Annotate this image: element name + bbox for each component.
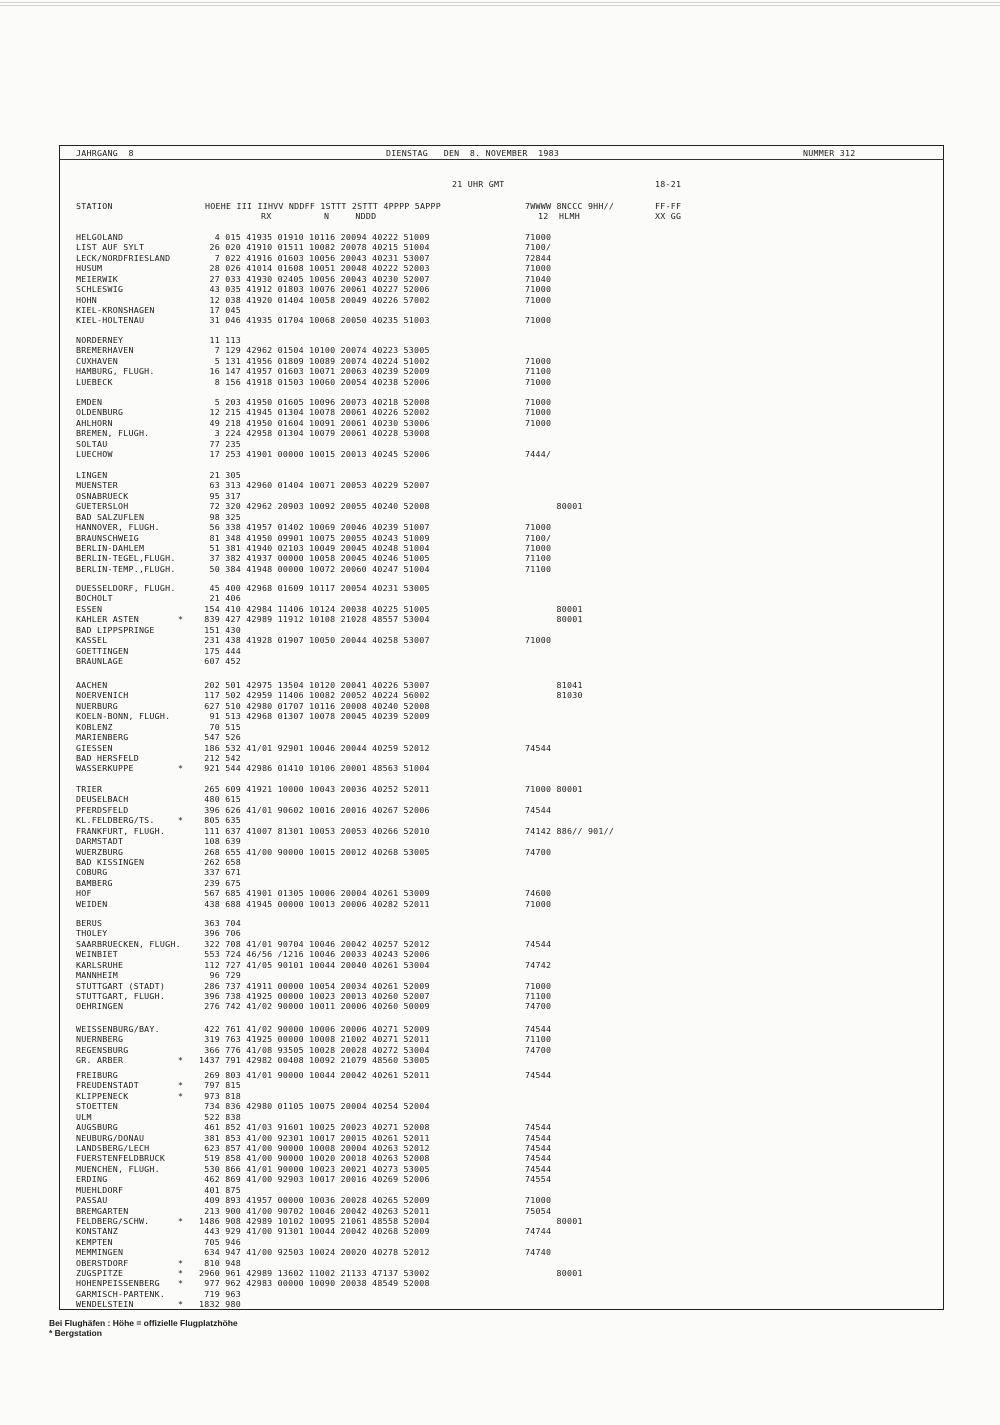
station-weather: 71000 — [525, 397, 552, 407]
station-name: STUTTGART, FLUGH. — [76, 990, 166, 1001]
station-name: SOLTAU — [76, 438, 108, 449]
station-data: 81 348 41950 09901 10075 20055 40243 51009 — [199, 532, 430, 543]
station-name: KAHLER ASTEN — [76, 614, 139, 625]
station-name: FUERSTENFELDBRUCK — [76, 1153, 166, 1164]
station-name: STUTTGART (STADT) — [76, 980, 166, 991]
station-weather: 71000 — [525, 980, 552, 991]
station-name: NUERBURG — [76, 700, 118, 711]
station-data: 797 815 — [199, 1080, 241, 1091]
station-name: BERLIN-TEMP.,FLUGH. — [76, 563, 176, 574]
station-name: KIEL-HOLTENAU — [76, 315, 145, 326]
date-label: DIENSTAG DEN 8. NOVEMBER 1983 — [386, 148, 560, 158]
station-data: 381 853 41/00 92301 10017 20015 40261 52011 — [199, 1132, 430, 1143]
station-name: HANNOVER, FLUGH. — [76, 522, 160, 533]
scan-line — [0, 5, 1000, 6]
mountain-marker: * — [178, 1278, 184, 1289]
station-weather: 74544 — [525, 938, 552, 949]
station-data: 805 635 — [199, 815, 241, 826]
station-name: BREMGARTEN — [76, 1205, 129, 1216]
station-name: AHLHORN — [76, 417, 113, 428]
station-weather: 71000 — [525, 376, 552, 387]
station-name: MEIERWIK — [76, 273, 118, 284]
station-name: ZUGSPITZE — [76, 1268, 124, 1278]
station-name: DARMSTADT — [76, 836, 124, 847]
station-data: 634 947 41/00 92503 10024 20020 40278 52012 — [199, 1247, 430, 1258]
station-data: 213 900 41/00 90702 10046 20042 40263 52011 — [199, 1205, 430, 1216]
station-name: BRAUNSCHWEIG — [76, 532, 139, 543]
station-data: 409 893 41957 00000 10036 20028 40265 52009 — [199, 1195, 430, 1205]
column-subheader-weather: 12 HLMH — [538, 211, 580, 221]
station-name: DEUSELBACH — [76, 794, 129, 805]
station-weather: 71100 — [525, 366, 552, 377]
station-weather: 80001 — [525, 603, 583, 614]
station-data: 43 035 41912 01803 10076 20061 40227 52006 — [199, 284, 430, 295]
station-name: CUXHAVEN — [76, 355, 118, 366]
station-name: BAD KISSINGEN — [76, 856, 145, 867]
station-name: GARMISCH-PARTENK. — [76, 1288, 166, 1299]
station-name: GR. ARBER — [76, 1055, 124, 1066]
station-data: 175 444 — [199, 645, 241, 656]
volume-label: JAHRGANG 8 — [76, 148, 134, 158]
station-weather: 72844 — [525, 252, 552, 263]
station-weather: 74700 — [525, 846, 552, 857]
station-data: 461 852 41/03 91601 10025 20023 40271 52008 — [199, 1122, 430, 1133]
station-weather: 81030 — [525, 690, 583, 701]
footnote-airport: Bei Flughäfen : Höhe = offizielle Flugplatzhöhe — [49, 1318, 238, 1328]
station-name: BAMBERG — [76, 877, 113, 888]
station-name: LANDSBERG/LECH — [76, 1142, 150, 1153]
column-subheader-wind: XX GG — [655, 211, 682, 221]
station-weather: 81041 — [525, 680, 583, 690]
station-weather: 71000 — [525, 355, 552, 366]
station-name: MUEHLDORF — [76, 1184, 124, 1195]
station-weather: 71000 — [525, 635, 552, 646]
station-data: 519 858 41/00 90000 10020 20018 40263 52008 — [199, 1153, 430, 1164]
column-header-weather: 7WWWW 8NCCC 9HH// — [525, 201, 615, 211]
station-weather: 7444/ — [525, 449, 552, 460]
station-data: 91 513 42968 01307 10078 20045 40239 52009 — [199, 711, 430, 722]
station-name: AACHEN — [76, 680, 108, 690]
station-name: WEIDEN — [76, 898, 108, 909]
station-data: 265 609 41921 10000 10043 20036 40252 52011 — [199, 784, 430, 794]
mountain-marker: * — [178, 763, 184, 774]
station-data: 7 129 42962 01504 10100 20074 40223 53005 — [199, 345, 430, 356]
station-name: BAD HERSFELD — [76, 752, 139, 763]
station-data: 56 338 41957 01402 10069 20046 40239 51007 — [199, 522, 430, 533]
station-data: 77 235 — [199, 438, 241, 449]
station-weather: 80001 — [525, 1215, 583, 1226]
station-data: 154 410 42984 11406 10124 20038 40225 51005 — [199, 603, 430, 614]
station-data: 12 038 41920 01404 10058 20049 40226 57002 — [199, 294, 430, 305]
station-data: 719 963 — [199, 1288, 241, 1299]
station-name: OLDENBURG — [76, 407, 124, 418]
issue-number: NUMMER 312 — [803, 148, 856, 158]
station-weather: 74742 — [525, 959, 552, 970]
station-name: PFERDSFELD — [76, 804, 129, 815]
station-data: 151 430 — [199, 624, 241, 635]
station-data: 276 742 41/02 90000 10011 20006 40260 50009 — [199, 1001, 430, 1012]
station-data: 607 452 — [199, 655, 241, 666]
station-name: COBURG — [76, 867, 108, 878]
station-name: TRIER — [76, 784, 103, 794]
mountain-marker: * — [178, 1055, 184, 1066]
station-name: NUERNBERG — [76, 1034, 124, 1045]
station-name: GIESSEN — [76, 742, 113, 753]
station-weather: 74700 — [525, 1001, 552, 1012]
scan-line — [0, 2, 1000, 3]
station-name: AUGSBURG — [76, 1122, 118, 1133]
station-data: 72 320 42962 20903 10092 20055 40240 52008 — [199, 501, 430, 512]
station-data: 443 929 41/00 91301 10044 20042 40268 52009 — [199, 1226, 430, 1237]
station-name: BAD LIPPSPRINGE — [76, 624, 155, 635]
station-weather: 71000 80001 — [525, 784, 583, 794]
station-data: 269 803 41/01 90000 10044 20042 40261 52011 — [199, 1070, 430, 1080]
station-data: 95 317 — [199, 490, 241, 501]
station-name: MEMMINGEN — [76, 1247, 124, 1258]
station-weather: 80001 — [525, 614, 583, 625]
station-data: 5 203 41950 01605 10096 20073 40218 52008 — [199, 397, 430, 407]
station-data: 51 381 41940 02103 10049 20045 40248 51004 — [199, 542, 430, 553]
station-weather: 74544 — [525, 1132, 552, 1143]
station-name: FREIBURG — [76, 1070, 118, 1080]
station-data: 27 033 41930 02405 10056 20043 40230 52007 — [199, 273, 430, 284]
station-data: 202 501 42975 13504 10120 20041 40226 53007 — [199, 680, 430, 690]
station-data: 186 532 41/01 92901 10046 20044 40259 52012 — [199, 742, 430, 753]
station-name: GOETTINGEN — [76, 645, 129, 656]
mountain-marker: * — [178, 1268, 184, 1278]
station-data: 530 866 41/01 90000 10023 20021 40273 53005 — [199, 1163, 430, 1174]
station-weather: 71000 — [525, 1195, 552, 1205]
station-data: 396 738 41925 00000 10023 20013 40260 52007 — [199, 990, 430, 1001]
station-data: 17 253 41901 00000 10015 20013 40245 52006 — [199, 449, 430, 460]
station-name: MUENCHEN, FLUGH. — [76, 1163, 160, 1174]
station-weather: 71100 — [525, 1034, 552, 1045]
column-header-main: HOEHE III IIHVV NDDFF 1STTT 2STTT 4PPPP 5APPP — [205, 201, 442, 211]
station-data: 3 224 42958 01304 10079 20061 40228 53008 — [199, 428, 430, 439]
station-name: ESSEN — [76, 603, 103, 614]
station-weather: 74744 — [525, 1226, 552, 1237]
mountain-marker: * — [178, 614, 184, 625]
station-weather: 74544 — [525, 1024, 552, 1034]
station-weather: 74554 — [525, 1174, 552, 1185]
station-data: 37 382 41937 00000 10058 20045 40246 51005 — [199, 553, 430, 564]
station-data: 1437 791 42982 00408 10092 21079 48560 53005 — [199, 1055, 430, 1066]
mountain-marker: * — [178, 1215, 184, 1226]
station-data: 734 836 42980 01105 10075 20004 40254 52004 — [199, 1101, 430, 1112]
station-data: 319 763 41925 00000 10008 21002 40271 52011 — [199, 1034, 430, 1045]
header-divider — [59, 159, 944, 160]
station-name: WEINBIET — [76, 949, 118, 960]
station-data: 212 542 — [199, 752, 241, 763]
station-data: 28 026 41014 01608 10051 20048 40222 52003 — [199, 263, 430, 274]
station-data: 17 045 — [199, 304, 241, 315]
station-data: 262 658 — [199, 856, 241, 867]
station-data: 810 948 — [199, 1257, 241, 1268]
station-name: MARIENBERG — [76, 732, 129, 743]
station-name: LUEBECK — [76, 376, 113, 387]
station-data: 112 727 41/05 90101 10044 20040 40261 53004 — [199, 959, 430, 970]
station-weather: 71100 — [525, 990, 552, 1001]
station-weather: 71000 — [525, 898, 552, 909]
station-data: 623 857 41/00 90000 10008 20004 40263 52012 — [199, 1142, 430, 1153]
station-name: PASSAU — [76, 1195, 108, 1205]
station-data: 8 156 41918 01503 10060 20054 40238 52006 — [199, 376, 430, 387]
station-name: WASSERKUPPE — [76, 763, 134, 774]
station-name: HOF — [76, 888, 92, 899]
station-name: WENDELSTEIN — [76, 1299, 134, 1310]
mountain-marker: * — [178, 1299, 184, 1310]
station-data: 5 131 41956 01809 10089 20074 40224 51002 — [199, 355, 430, 366]
station-name: KLIPPENECK — [76, 1090, 129, 1101]
station-data: 45 400 42968 01609 10117 20054 40231 53005 — [199, 583, 430, 593]
station-data: 973 818 — [199, 1090, 241, 1101]
station-data: 239 675 — [199, 877, 241, 888]
station-data: 26 020 41910 01511 10082 20078 40215 51004 — [199, 242, 430, 253]
station-data: 21 305 — [199, 470, 241, 480]
station-data: 480 615 — [199, 794, 241, 805]
station-data: 117 502 42959 11406 10082 20052 40224 56002 — [199, 690, 430, 701]
station-name: KASSEL — [76, 635, 108, 646]
station-name: OEHRINGEN — [76, 1001, 124, 1012]
station-data: 401 875 — [199, 1184, 241, 1195]
station-weather: 7100/ — [525, 532, 552, 543]
station-name: KOBLENZ — [76, 721, 113, 732]
station-name: KOELN-BONN, FLUGH. — [76, 711, 171, 722]
station-weather: 80001 — [525, 501, 583, 512]
station-data: 396 626 41/01 90602 10016 20016 40267 52006 — [199, 804, 430, 815]
mountain-marker: * — [178, 1090, 184, 1101]
station-data: 49 218 41950 01604 10091 20061 40230 53006 — [199, 417, 430, 428]
station-name: KL.FELDBERG/TS. — [76, 815, 155, 826]
station-data: 627 510 42980 01707 10116 20008 40240 52008 — [199, 700, 430, 711]
station-weather: 80001 — [525, 1268, 583, 1278]
station-name: LECK/NORDFRIESLAND — [76, 252, 171, 263]
station-data: 2960 961 42989 13602 11002 21133 47137 53002 — [199, 1268, 430, 1278]
station-name: MANNHEIM — [76, 970, 118, 981]
station-name: BREMERHAVEN — [76, 345, 134, 356]
station-name: ULM — [76, 1111, 92, 1122]
station-data: 366 776 41/08 93505 10028 20028 40272 53004 — [199, 1044, 430, 1055]
station-data: 839 427 42989 11912 10108 21028 48557 53004 — [199, 614, 430, 625]
station-name: FELDBERG/SCHW. — [76, 1215, 150, 1226]
station-data: 70 515 — [199, 721, 241, 732]
station-data: 63 313 42960 01404 10071 20053 40229 52007 — [199, 480, 430, 491]
station-name: BREMEN, FLUGH. — [76, 428, 150, 439]
station-name: HUSUM — [76, 263, 103, 274]
mountain-marker: * — [178, 1080, 184, 1091]
station-name: STOETTEN — [76, 1101, 118, 1112]
station-name: EMDEN — [76, 397, 103, 407]
station-name: WEISSENBURG/BAY. — [76, 1024, 160, 1034]
station-data: 286 737 41911 00000 10054 20034 40261 52009 — [199, 980, 430, 991]
station-name: BOCHOLT — [76, 593, 113, 604]
station-data: 231 438 41928 01907 10050 20044 40258 53007 — [199, 635, 430, 646]
station-weather: 71040 — [525, 273, 552, 284]
station-data: 96 729 — [199, 970, 241, 981]
station-weather: 71000 — [525, 284, 552, 295]
station-data: 921 544 42986 01410 10106 20001 48563 51004 — [199, 763, 430, 774]
station-data: 1486 908 42989 10102 10095 21061 48558 52004 — [199, 1215, 430, 1226]
table-frame — [59, 145, 944, 1310]
station-weather: 74544 — [525, 1153, 552, 1164]
station-weather: 71100 — [525, 563, 552, 574]
station-weather: 71000 — [525, 315, 552, 326]
observation-time: 21 UHR GMT — [452, 179, 505, 189]
station-weather: 74544 — [525, 742, 552, 753]
station-name: WUERZBURG — [76, 846, 124, 857]
station-name: OBERSTDORF — [76, 1257, 129, 1268]
station-data: 396 706 — [199, 928, 241, 939]
column-header-wind: FF-FF — [655, 201, 682, 211]
station-data: 16 147 41957 01603 10071 20063 40239 52009 — [199, 366, 430, 377]
station-name: NEUBURG/DONAU — [76, 1132, 145, 1143]
station-weather: 74544 — [525, 804, 552, 815]
station-weather: 71000 — [525, 294, 552, 305]
mountain-marker: * — [178, 815, 184, 826]
station-name: HOHENPEISSENBERG — [76, 1278, 160, 1289]
station-data: 108 639 — [199, 836, 241, 847]
station-data: 50 384 41948 00000 10072 20060 40247 51004 — [199, 563, 430, 574]
station-data: 363 704 — [199, 918, 241, 928]
station-name: LINGEN — [76, 470, 108, 480]
station-data: 705 946 — [199, 1236, 241, 1247]
station-name: HOHN — [76, 294, 97, 305]
station-data: 422 761 41/02 90000 10006 20006 40271 52009 — [199, 1024, 430, 1034]
station-name: BERLIN-DAHLEM — [76, 542, 145, 553]
station-name: LIST AUF SYLT — [76, 242, 145, 253]
station-weather: 71000 — [525, 542, 552, 553]
station-weather: 74700 — [525, 1044, 552, 1055]
station-data: 11 113 — [199, 335, 241, 345]
station-data: 337 671 — [199, 867, 241, 878]
station-data: 462 869 41/00 92903 10017 20016 40269 52006 — [199, 1174, 430, 1185]
station-name: LUECHOW — [76, 449, 113, 460]
station-name: HAMBURG, FLUGH. — [76, 366, 155, 377]
station-weather: 74142 886// 901// — [525, 825, 615, 836]
station-data: 977 962 42983 00000 10090 20038 48549 52008 — [199, 1278, 430, 1289]
station-name: OSNABRUECK — [76, 490, 129, 501]
station-weather: 74740 — [525, 1247, 552, 1258]
station-name: NOERVENICH — [76, 690, 129, 701]
station-weather: 71000 — [525, 417, 552, 428]
station-data: 31 046 41935 01704 10068 20050 40235 51003 — [199, 315, 430, 326]
station-name: NORDERNEY — [76, 335, 124, 345]
station-weather: 71000 — [525, 522, 552, 533]
station-weather: 74544 — [525, 1122, 552, 1133]
station-data: 21 406 — [199, 593, 241, 604]
station-data: 438 688 41945 00000 10013 20006 40282 52011 — [199, 898, 430, 909]
station-name: GUETERSLOH — [76, 501, 129, 512]
station-data: 7 022 41916 01603 10056 20043 40231 53007 — [199, 252, 430, 263]
column-subheader-main: RX N NDDD — [261, 211, 377, 221]
station-weather: 74544 — [525, 1163, 552, 1174]
station-name: BERLIN-TEGEL,FLUGH. — [76, 553, 176, 564]
station-name: THOLEY — [76, 928, 108, 939]
station-name: KIEL-KRONSHAGEN — [76, 304, 155, 315]
station-data: 1832 980 — [199, 1299, 241, 1310]
station-data: 322 708 41/01 90704 10046 20042 40257 52012 — [199, 938, 430, 949]
station-name: DUESSELDORF, FLUGH. — [76, 583, 176, 593]
station-name: BERUS — [76, 918, 103, 928]
station-data: 547 526 — [199, 732, 241, 743]
station-weather: 71100 — [525, 553, 552, 564]
station-data: 522 838 — [199, 1111, 241, 1122]
station-weather: 74544 — [525, 1142, 552, 1153]
station-name: MUENSTER — [76, 480, 118, 491]
station-weather: 74600 — [525, 888, 552, 899]
station-name: FRANKFURT, FLUGH. — [76, 825, 166, 836]
station-data: 268 655 41/00 90000 10015 20012 40268 53005 — [199, 846, 430, 857]
station-weather: 75054 — [525, 1205, 552, 1216]
footnote-mountain: * Bergstation — [49, 1328, 102, 1338]
station-name: KARLSRUHE — [76, 959, 124, 970]
station-weather: 74544 — [525, 1070, 552, 1080]
station-data: 553 724 46/56 /1216 10046 20033 40243 52006 — [199, 949, 430, 960]
station-name: SCHLESWIG — [76, 284, 124, 295]
station-data: 111 637 41007 81301 10053 20053 40266 52010 — [199, 825, 430, 836]
station-name: FREUDENSTADT — [76, 1080, 139, 1091]
station-name: KONSTANZ — [76, 1226, 118, 1237]
station-weather: 71000 — [525, 407, 552, 418]
station-weather: 71000 — [525, 263, 552, 274]
station-weather: 7100/ — [525, 242, 552, 253]
station-weather: 71000 — [525, 232, 552, 242]
station-name: BRAUNLAGE — [76, 655, 124, 666]
station-header: STATION — [76, 201, 113, 211]
period-label: 18-21 — [655, 179, 682, 189]
station-data: 12 215 41945 01304 10078 20061 40226 52002 — [199, 407, 430, 418]
station-data: 4 015 41935 01910 10116 20094 40222 51009 — [199, 232, 430, 242]
station-name: HELGOLAND — [76, 232, 124, 242]
station-data: 567 685 41901 01305 10006 20004 40261 53009 — [199, 888, 430, 899]
station-data: 98 325 — [199, 511, 241, 522]
mountain-marker: * — [178, 1257, 184, 1268]
station-name: ERDING — [76, 1174, 108, 1185]
station-name: KEMPTEN — [76, 1236, 113, 1247]
station-name: SAARBRUECKEN, FLUGH. — [76, 938, 181, 949]
station-name: BAD SALZUFLEN — [76, 511, 145, 522]
station-name: REGENSBURG — [76, 1044, 129, 1055]
